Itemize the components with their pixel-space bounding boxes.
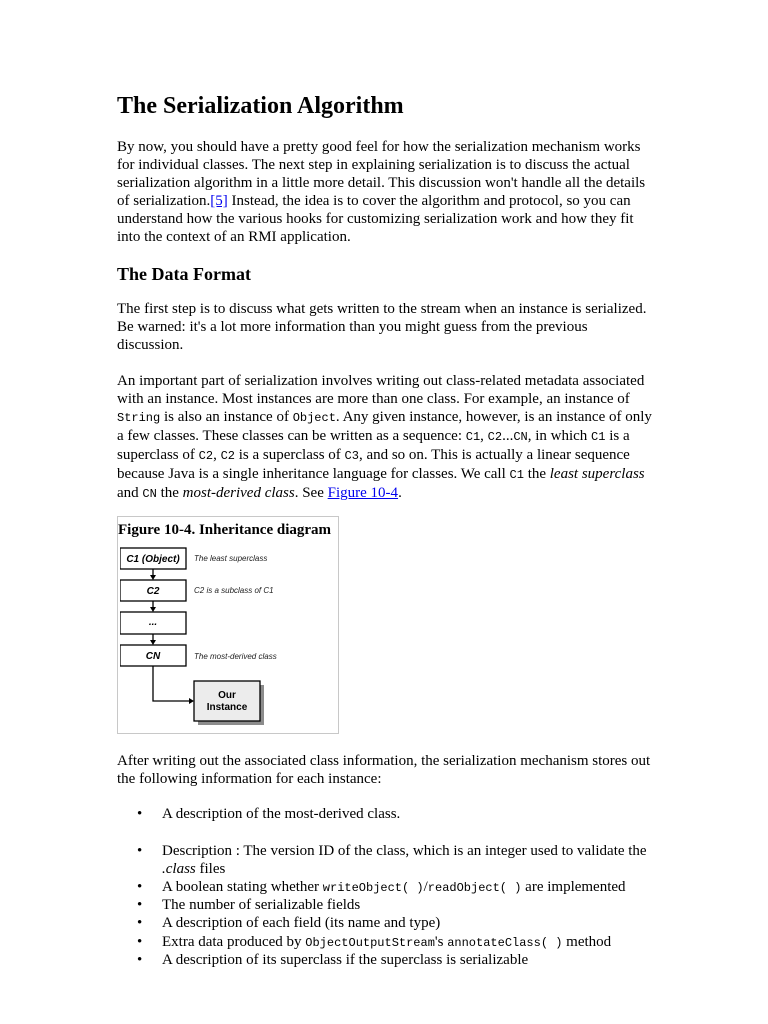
list-item-text: The number of serializable fields (162, 897, 361, 913)
inheritance-diagram-svg (120, 544, 336, 731)
text-run: is a superclass of (234, 447, 345, 463)
code-c2: C2 (198, 449, 214, 463)
list-item-text (162, 933, 662, 952)
text-run: , and so on. This is actually a linear sequence because Java is a single inheritance language for classes. We call (117, 447, 630, 482)
code-c1: C1 (509, 468, 524, 482)
text-run: A boolean stating whether (162, 879, 323, 895)
term-most-derived-class: most-derived class (182, 485, 295, 501)
text-run: , in which (527, 428, 592, 444)
instance-box (194, 681, 260, 721)
figure-title: Figure 10-4. Inheritance diagram (118, 522, 332, 538)
text-run: , (480, 428, 488, 444)
code-cn: CN (513, 430, 528, 444)
list-item-text (162, 842, 662, 878)
box-label-c1: C1 (Object) (126, 554, 180, 565)
note-c2-subclass: C2 is a subclass of C1 (194, 586, 274, 595)
intro-paragraph (117, 138, 657, 246)
section-heading-data-format: The Data Format (117, 264, 251, 284)
text-run: / (423, 879, 428, 895)
footnote-5-link[interactable]: [5] (210, 193, 228, 209)
code-c1: C1 (465, 430, 481, 444)
code-c3: C3 (344, 449, 359, 463)
text-run: ... (502, 428, 514, 444)
text-run: An important part of serialization involves writing out class-related metadata associated with an instance. Most instances are more than one class. For example, an instance of (117, 373, 645, 407)
bullet-icon: • (137, 915, 143, 931)
box-label-cn: CN (145, 651, 161, 662)
code-writeobject: writeObject( ) (322, 881, 424, 895)
code-string: String (117, 411, 161, 425)
after-figure-paragraph: After writing out the associated class information, the serialization mechanism stores out the following information for each instance: (117, 753, 651, 787)
code-object: Object (292, 411, 336, 425)
code-cn: CN (142, 487, 157, 501)
bullet-icon: • (137, 934, 143, 950)
code-readobject: readObject( ) (427, 881, 522, 895)
term-least-superclass: least superclass (549, 466, 645, 482)
note-most-derived: The most-derived class (194, 652, 277, 661)
instance-label-line2: Instance (206, 702, 248, 713)
text-run: . See (294, 485, 328, 501)
text-run: the (156, 485, 183, 501)
inheritance-diagram (120, 544, 336, 731)
bullet-icon: • (137, 879, 143, 895)
text-run: files (195, 861, 226, 877)
text-run: 's (434, 934, 448, 950)
text-run: Description : The version ID of the class, which is an integer used to validate the (162, 843, 647, 859)
text-run: are implemented (521, 879, 626, 895)
text-run: method (562, 934, 612, 950)
first-step-paragraph: The first step is to discuss what gets written to the stream when an instance is serialized. Be warned: it's a lot more information than you might guess from the previous discussion. (117, 301, 647, 353)
list-item-text: A description of the most-derived class. (162, 806, 401, 822)
text-run: . Any given instance, however, is an instance of only a few classes. These classes can be written as a sequence: (117, 409, 652, 444)
code-c2: C2 (487, 430, 503, 444)
term-class-files: .class (162, 861, 196, 877)
bullet-icon: • (137, 952, 143, 968)
code-c2: C2 (220, 449, 235, 463)
text-run: is a superclass of (117, 428, 630, 463)
figure-10-4 (117, 516, 339, 734)
text-run: the (523, 466, 550, 482)
code-objectoutputstream: ObjectOutputStream (305, 936, 435, 950)
note-least-superclass: The least superclass (194, 554, 268, 563)
text-run: and (117, 485, 143, 501)
text-run: is also an instance of (160, 409, 293, 425)
list-item-text: A description of each field (its name and type) (162, 915, 441, 931)
bullet-icon: • (137, 897, 143, 913)
instance-label-line1: Our (218, 690, 236, 701)
bullet-icon: • (137, 806, 143, 822)
list-item-text: A description of its superclass if the superclass is serializable (162, 952, 529, 968)
page-title: The Serialization Algorithm (117, 93, 404, 119)
metadata-paragraph (117, 372, 657, 503)
intro-text: By now, you should have a pretty good feel for how the serialization mechanism works for individual classes. The next step in explaining serialization is to discuss the actual serialization algorithm in a little more detail. This discussion won't handle all the details of serialization. (117, 139, 646, 209)
code-c1: C1 (591, 430, 606, 444)
code-annotateclass: annotateClass( ) (447, 936, 563, 950)
text-run: . (398, 485, 402, 501)
bullet-icon: • (137, 843, 143, 859)
box-label-ellipsis: ... (148, 617, 158, 628)
text-run: Extra data produced by (162, 934, 306, 950)
box-label-c2: C2 (146, 586, 160, 597)
intro-text-continued: Instead, the idea is to cover the algorithm and protocol, so you can understand how the various hooks for customizing serialization work and how they fit into the context of an RMI application. (117, 193, 634, 245)
figure-10-4-link[interactable]: Figure 10-4 (327, 485, 399, 501)
text-run: , (213, 447, 221, 463)
list-item-text (162, 878, 662, 897)
